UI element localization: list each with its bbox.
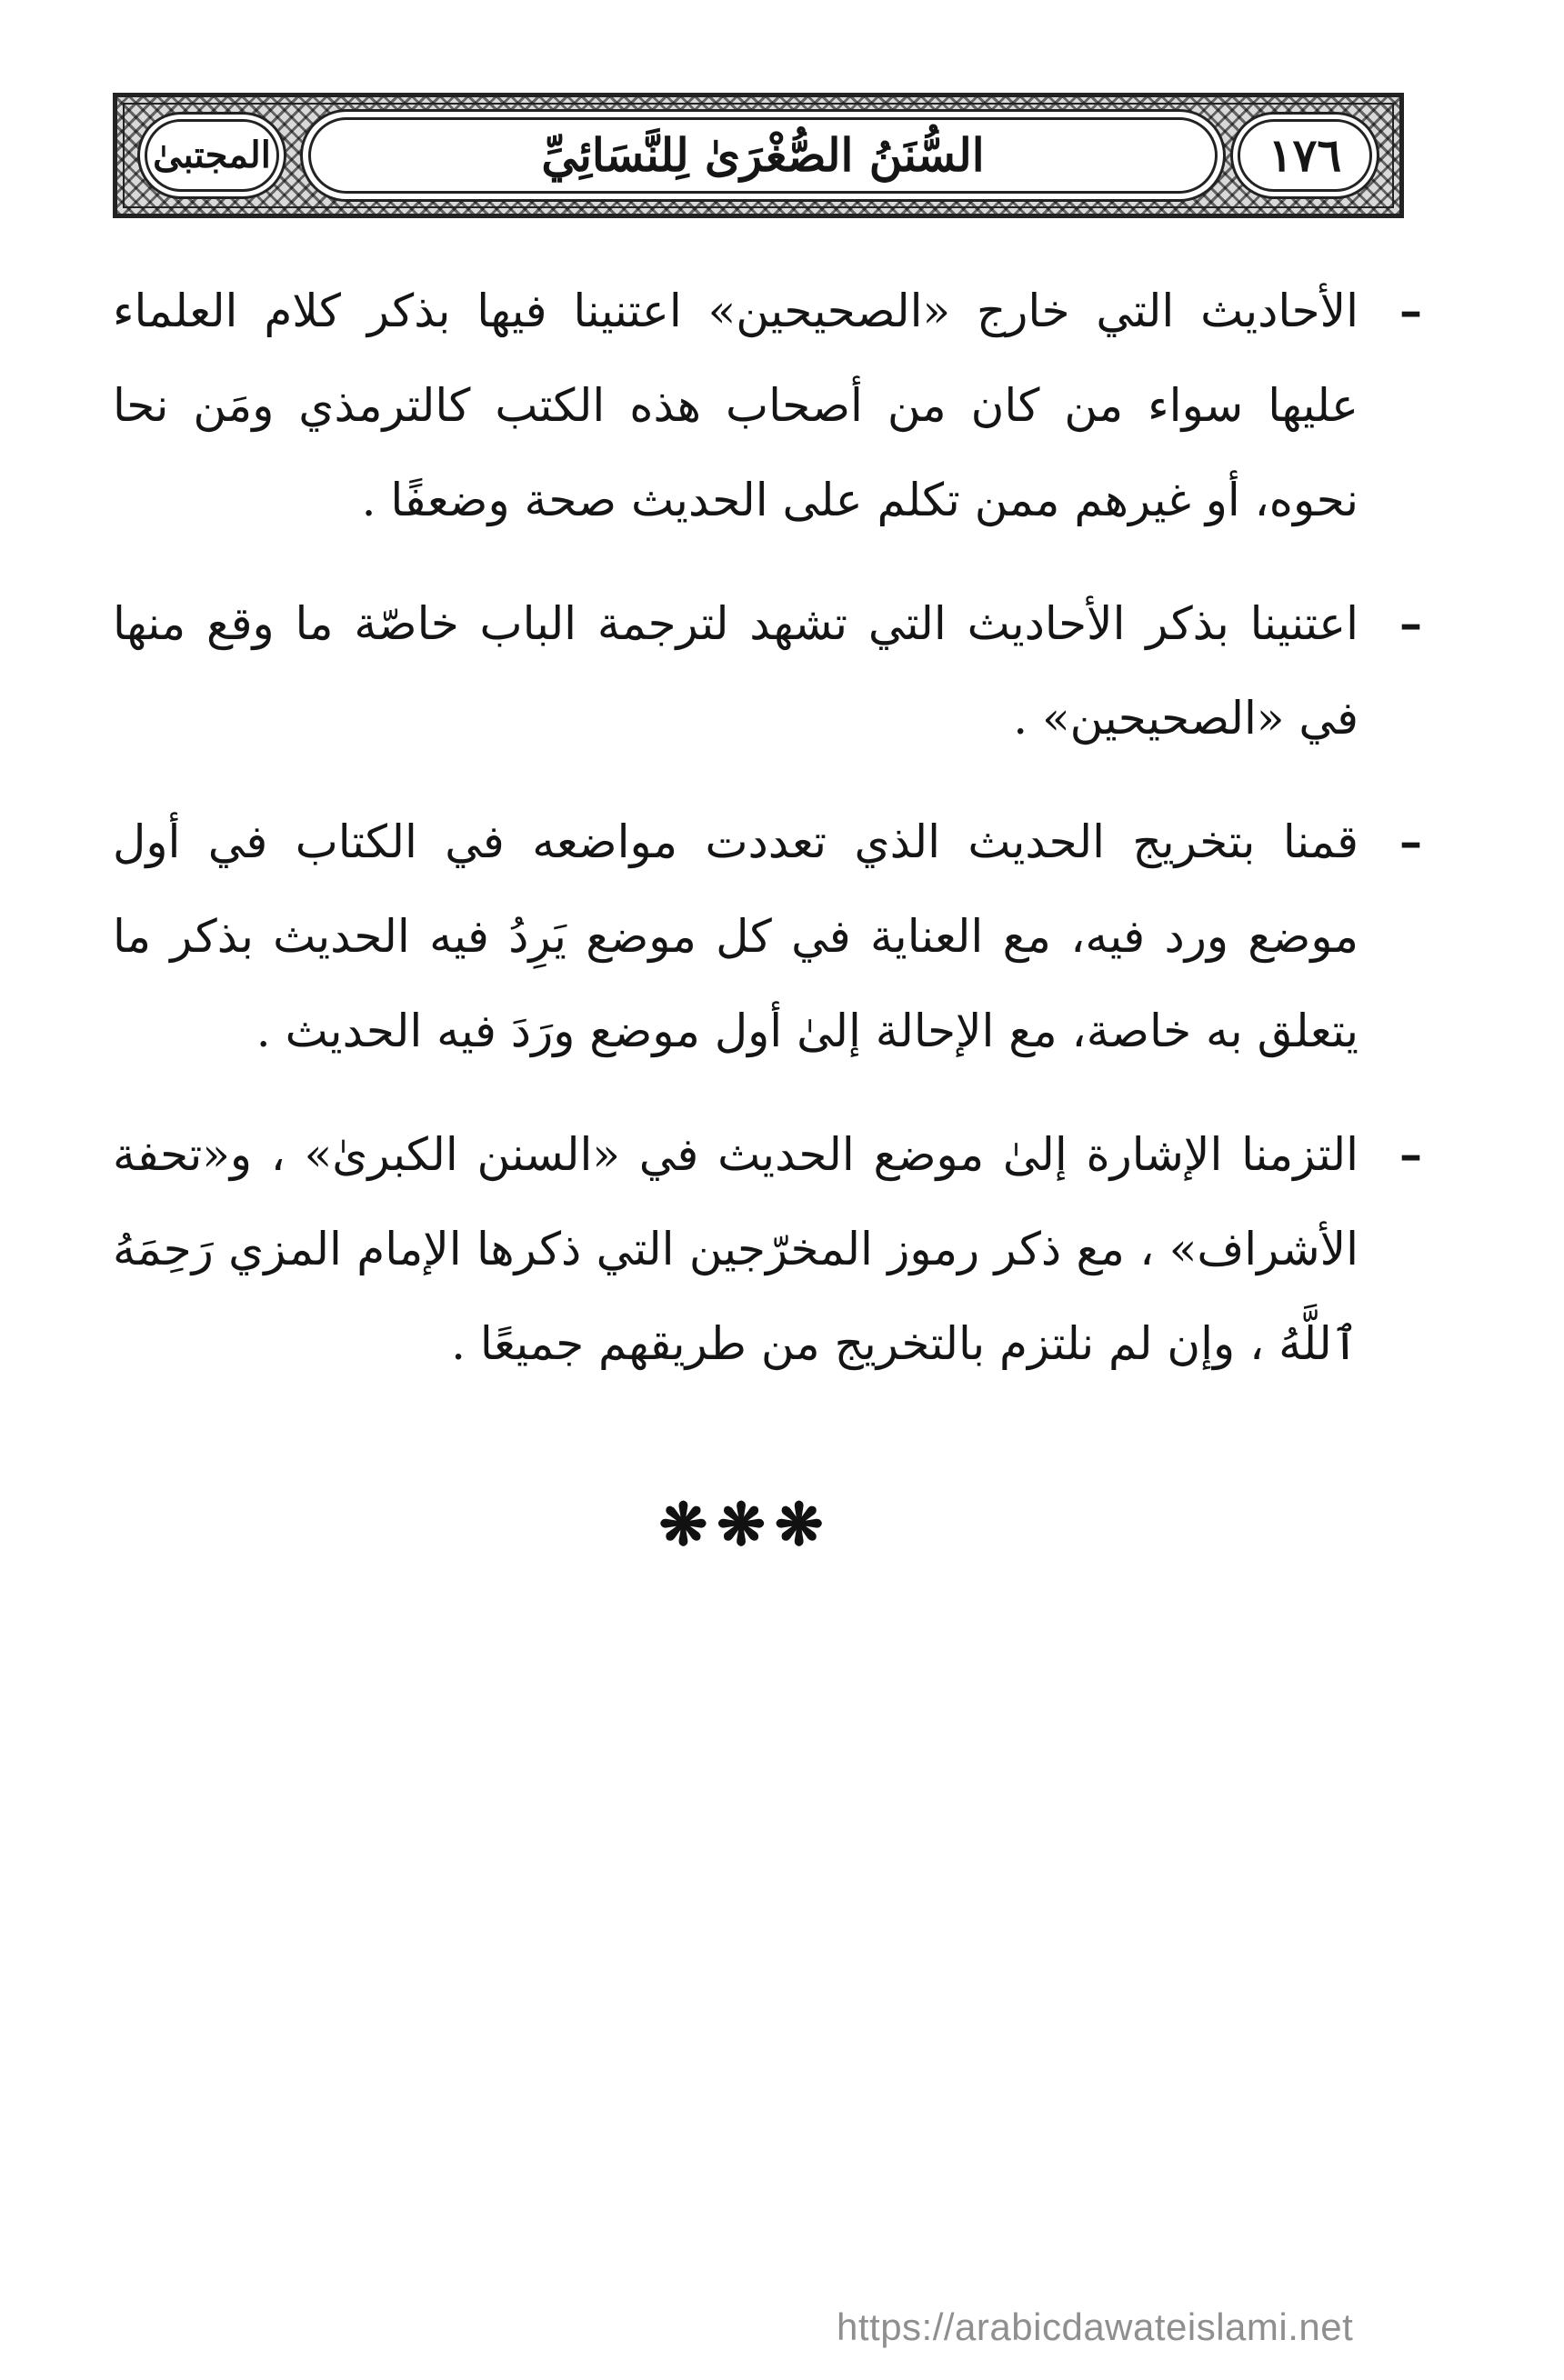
paragraph-3 [113,795,1422,1078]
paragraph-text: اعتنينا بذكر الأحاديث التي تشهد لترجمة الباب خاصّة ما وقع منها في «الصحيحين» . [113,597,1358,745]
paragraph-2 [113,576,1422,765]
section-separator: ❋❋❋ [658,1491,833,1559]
main-text [113,264,1422,1420]
paragraph-4 [113,1107,1422,1391]
paragraph-text: التزمنا الإشارة إلىٰ موضع الحديث في «السنن الكبرىٰ» ، و«تحفة الأشراف» ، مع ذكر رموز المخرّجين التي ذكرها الإمام المزي رَحِمَهُ ٱللَّهُ ، وإن لم نلتزم بالتخريج من طريقهم جميعًا . [113,1128,1358,1370]
bullet-dash: – [1399,596,1422,650]
bullet-dash: – [1399,1127,1422,1181]
page-number-cartouche [1238,119,1372,192]
bullet-dash: – [1399,284,1422,337]
volume-label: المجتبىٰ [153,134,271,176]
paragraph-text: الأحاديث التي خارج «الصحيحين» اعتنينا فيها بذكر كلام العلماء عليها سواء من كان من أصحاب هذه الكتب كالترمذي ومَن نحا نحوه، أو غيرهم ممن تكلم على الحديث صحة وضعفًا . [113,285,1358,526]
watermark-url: https://arabicdawateislami.net [837,2305,1354,2348]
bullet-dash: – [1399,815,1422,868]
paragraph-1 [113,264,1422,547]
book-title: السُّنَنُ الصُّغْرَىٰ لِلنَّسَائِيِّ [541,128,985,182]
paragraph-text: قمنا بتخريج الحديث الذي تعددت مواضعه في الكتاب في أول موضع ورد فيه، مع العناية في كل موضع يَرِدُ فيه الحديث بذكر ما يتعلق به خاصة، مع الإحالة إلىٰ أول موضع ورَدَ فيه الحديث . [113,815,1358,1057]
volume-cartouche [145,119,279,192]
page-header-ornament [113,93,1404,218]
title-cartouche [308,117,1218,194]
page-number: ١٧٦ [1268,128,1342,182]
